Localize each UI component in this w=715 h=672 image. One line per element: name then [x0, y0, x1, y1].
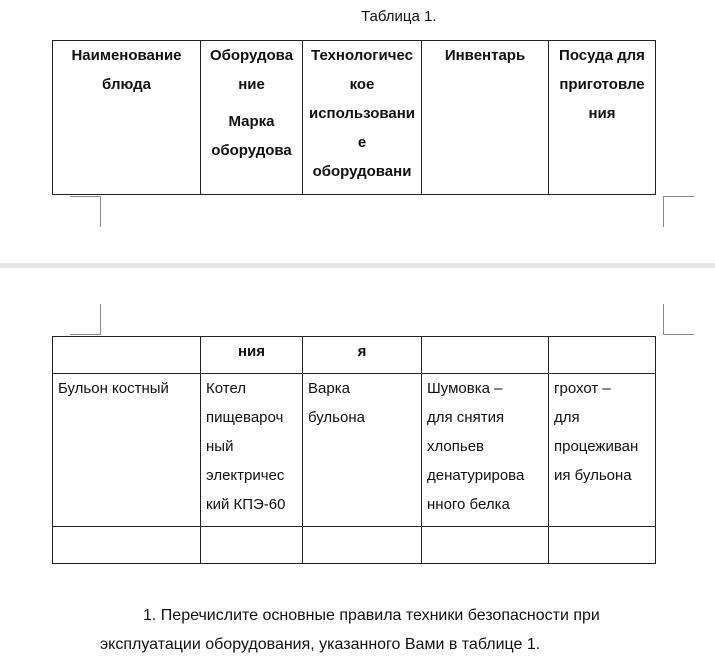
question-number: 1. [143, 607, 157, 624]
empty-cell [549, 527, 656, 564]
header-line: Посуда для [559, 47, 645, 64]
table-body-page-2 [52, 336, 656, 564]
cell-line: пищевароч [206, 409, 284, 426]
cell-technological-use [303, 374, 422, 527]
header-line: ние [238, 76, 265, 93]
cell-line: Шумовка – [427, 380, 503, 397]
page-corner-mark [70, 304, 101, 335]
page-corner-mark [70, 196, 101, 227]
header-line: оборудовани [312, 163, 412, 180]
header-continuation-row [53, 337, 656, 374]
cell-line: ный [206, 438, 234, 455]
header-continuation-cell [53, 337, 201, 374]
cell-line: Котел [206, 380, 247, 397]
cell-line: грохот – [554, 380, 611, 397]
cell-line: Бульон костный [58, 380, 169, 397]
header-line: Наименование [71, 47, 182, 64]
cell-line: процеживан [554, 438, 639, 455]
header-line: оборудова [211, 142, 292, 159]
header-line: Инвентарь [444, 47, 526, 64]
question-text-1: Перечислите основные правила техники безопасности при [160, 607, 600, 624]
cell-line: нного белка [427, 496, 510, 513]
table-header-page-1 [52, 40, 656, 195]
header-continuation-cell [422, 337, 549, 374]
empty-cell [303, 527, 422, 564]
header-continuation-cell [549, 337, 656, 374]
cell-line: электричес [206, 467, 285, 484]
header-continuation-cell: я [303, 337, 422, 374]
cell-equipment [201, 374, 303, 527]
header-row [53, 41, 656, 195]
header-line: блюда [102, 76, 151, 93]
cell-line: для снятия [427, 409, 505, 426]
empty-cell [422, 527, 549, 564]
empty-cell [201, 527, 303, 564]
header-line: Марка [228, 113, 275, 130]
header-cell-technological-use [303, 41, 422, 195]
header-cell-equipment [201, 41, 303, 195]
header-line: использовани [308, 105, 416, 122]
header-line: кое [349, 76, 375, 93]
cell-line: Варка [308, 380, 350, 397]
header-continuation-cell: ния [201, 337, 303, 374]
header-line: Технологичес [311, 47, 413, 64]
header-line: Оборудова [209, 47, 294, 64]
page-1 [0, 0, 715, 263]
header-cell-inventory [422, 41, 549, 195]
table-row [53, 374, 656, 527]
table-caption: Таблица 1. [361, 8, 437, 25]
cell-dish-name [53, 374, 201, 527]
cell-inventory [422, 374, 549, 527]
question-line-2: эксплуатации оборудования, указанного Вами в таблице 1. [100, 636, 541, 653]
header-line: ния [588, 105, 616, 122]
page-corner-mark [663, 304, 694, 335]
cell-line: кий КПЭ-60 [206, 496, 286, 513]
header-cell-cookware [549, 41, 656, 195]
cell-line: бульона [308, 409, 365, 426]
cell-line: хлопьев [427, 438, 485, 455]
cell-line: денатурирова [427, 467, 525, 484]
empty-cell [53, 527, 201, 564]
page-corner-mark [663, 196, 694, 227]
cell-line: для [554, 409, 580, 426]
header-line: е [357, 134, 367, 151]
header-cell-dish-name [53, 41, 201, 195]
cell-cookware [549, 374, 656, 527]
question-paragraph [100, 601, 700, 659]
cell-line: ия бульона [554, 467, 632, 484]
question-line-1 [100, 601, 700, 630]
table-row-empty [53, 527, 656, 564]
header-line: приготовле [559, 76, 645, 93]
